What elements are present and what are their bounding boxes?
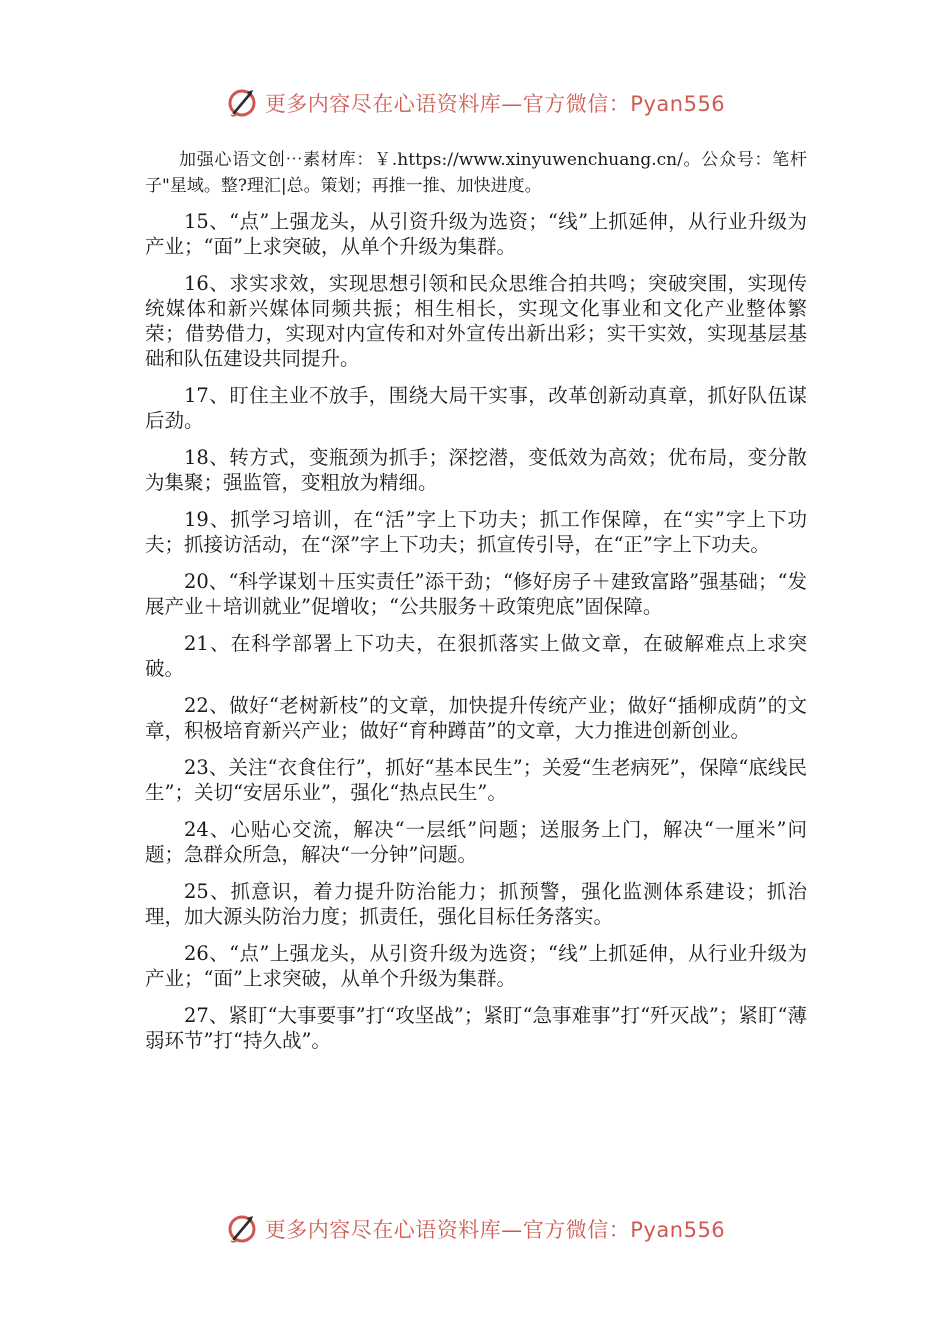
- list-item: 23、关注“衣食住行”，抓好“基本民生”；关爱“生老病死”，保障“底线民生”；关切“安居乐业”，强化“热点民生”。: [145, 756, 807, 804]
- list-item: 21、在科学部署上下功夫，在狠抓落实上做文章，在破解难点上求突破。: [145, 632, 807, 680]
- footer-banner: [0, 1212, 950, 1246]
- pen-circle-icon: [225, 1212, 259, 1246]
- list-item: 27、紧盯“大事要事”打“攻坚战”；紧盯“急事难事”打“歼灭战”；紧盯“薄弱环节”打“持久战”。: [145, 1004, 807, 1052]
- list-item: 17、盯住主业不放手，围绕大局干实事，改革创新动真章，抓好队伍谋后劲。: [145, 384, 807, 432]
- list-item: 19、抓学习培训，在“活”字上下功夫；抓工作保障，在“实”字上下功夫；抓接访活动，在“深”字上下功夫；抓宣传引导，在“正”字上下功夫。: [145, 508, 807, 556]
- list-item: 18、转方式，变瓶颈为抓手；深挖潜，变低效为高效；优布局，变分散为集聚；强监管，变粗放为精细。: [145, 446, 807, 494]
- document-body: [145, 147, 807, 1065]
- pen-circle-icon: [225, 86, 259, 120]
- list-item: 22、做好“老树新枝”的文章，加快提升传统产业；做好“插柳成荫”的文章，积极培育新兴产业；做好“育种蹲苗”的文章，大力推进创新创业。: [145, 694, 807, 742]
- header-banner: [0, 86, 950, 120]
- list-item: 20、“科学谋划＋压实责任”添干劲；“修好房子＋建致富路”强基础；“发展产业＋培训就业”促增收；“公共服务＋政策兜底”固保障。: [145, 570, 807, 618]
- list-item: 16、求实求效，实现思想引领和民众思维合拍共鸣；突破突围，实现传统媒体和新兴媒体同频共振；相生相长，实现文化事业和文化产业整体繁荣；借势借力，实现对内宣传和对外宣传出新出彩；实干实效，实现基层基础和队伍建设共同提升。: [145, 272, 807, 370]
- list-item: 15、“点”上强龙头，从引资升级为选资；“线”上抓延伸，从行业升级为产业；“面”上求突破，从单个升级为集群。: [145, 210, 807, 258]
- banner-text: 更多内容尽在心语资料库—官方微信：Pyan556: [264, 92, 726, 116]
- intro-paragraph: 加强心语文创⋯素材库：￥.https://www.xinyuwenchuang.cn/。公众号：笔杆子"星域。整?理汇|总。策划；再推一推、加快进度。: [145, 150, 807, 196]
- banner-text: 更多内容尽在心语资料库—官方微信：Pyan556: [264, 1218, 726, 1242]
- list-item: 26、“点”上强龙头，从引资升级为选资；“线”上抓延伸，从行业升级为产业；“面”上求突破，从单个升级为集群。: [145, 942, 807, 990]
- list-item: 24、心贴心交流，解决“一层纸”问题；送服务上门，解决“一厘米”问题；急群众所急，解决“一分钟”问题。: [145, 818, 807, 866]
- list-item: 25、抓意识，着力提升防治能力；抓预警，强化监测体系建设；抓治理，加大源头防治力度；抓责任，强化目标任务落实。: [145, 880, 807, 928]
